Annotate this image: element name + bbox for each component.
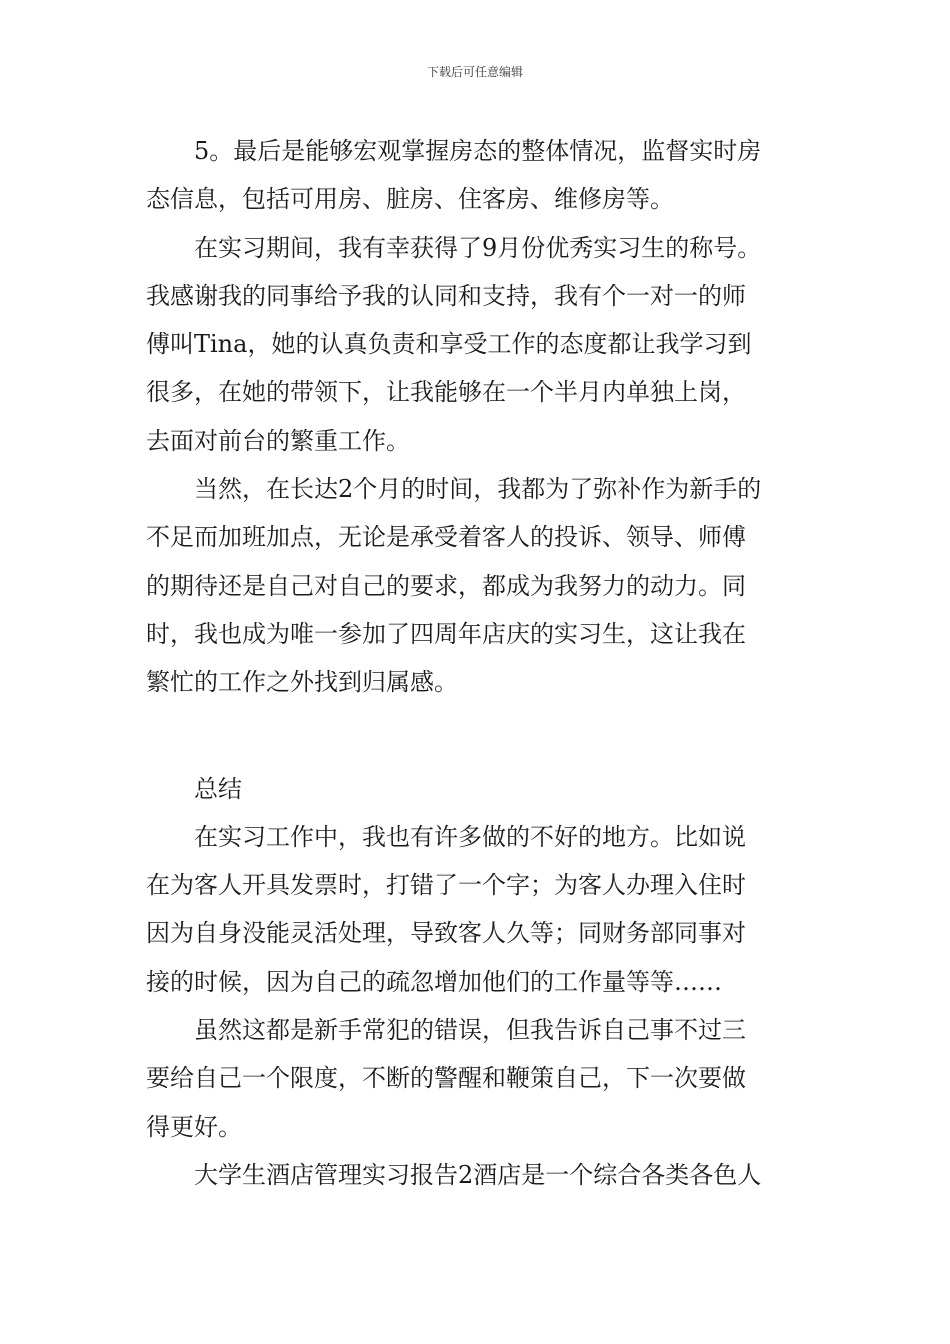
paragraph-line: 的期待还是自己对自己的要求，都成为我努力的动力。同 bbox=[146, 571, 746, 600]
paragraph-line: 5。最后是能够宏观掌握房态的整体情况，监督实时房 bbox=[146, 137, 762, 165]
paragraph-line: 繁忙的工作之外找到归属感。 bbox=[146, 668, 458, 697]
paragraph-line: 大学生酒店管理实习报告2酒店是一个综合各类各色人 bbox=[146, 1160, 762, 1189]
paragraph-line: 不足而加班加点，无论是承受着客人的投诉、领导、师傅 bbox=[146, 523, 746, 552]
paragraph-line: 虽然这都是新手常犯的错误，但我告诉自己事不过三 bbox=[146, 1016, 746, 1045]
page-header: 下载后可任意编辑 bbox=[426, 65, 523, 79]
paragraph-line: 很多，在她的带领下，让我能够在一个半月内单独上岗， bbox=[146, 378, 746, 407]
paragraph-line: 因为自身没能灵活处理，导致客人久等；同财务部同事对 bbox=[146, 919, 746, 948]
paragraph-line: 要给自己一个限度，不断的警醒和鞭策自己，下一次要做 bbox=[146, 1064, 746, 1093]
paragraph-line: 在实习工作中，我也有许多做的不好的地方。比如说 bbox=[146, 822, 746, 851]
document-body bbox=[146, 127, 810, 1199]
paragraph-line: 态信息，包括可用房、脏房、住客房、维修房等。 bbox=[146, 185, 674, 214]
paragraph-line: 在为客人开具发票时，打错了一个字；为客人办理入住时 bbox=[146, 871, 746, 900]
section-spacer bbox=[146, 707, 810, 765]
section-title: 总结 bbox=[146, 774, 242, 803]
paragraph-line: 去面对前台的繁重工作。 bbox=[146, 426, 410, 455]
paragraph-line: 得更好。 bbox=[146, 1112, 242, 1141]
paragraph-line: 在实习期间，我有幸获得了9月份优秀实习生的称号。 bbox=[146, 233, 762, 262]
paragraph-line: 我感谢我的同事给予我的认同和支持，我有个一对一的师 bbox=[146, 281, 746, 310]
paragraph-line: 接的时候，因为自己的疏忽增加他们的工作量等等…… bbox=[146, 967, 722, 996]
paragraph-line: 当然，在长达2个月的时间，我都为了弥补作为新手的 bbox=[146, 475, 762, 504]
paragraph-line: 时，我也成为唯一参加了四周年店庆的实习生，这让我在 bbox=[146, 619, 746, 648]
paragraph-line: 傅叫Tina，她的认真负责和享受工作的态度都让我学习到 bbox=[146, 330, 752, 359]
